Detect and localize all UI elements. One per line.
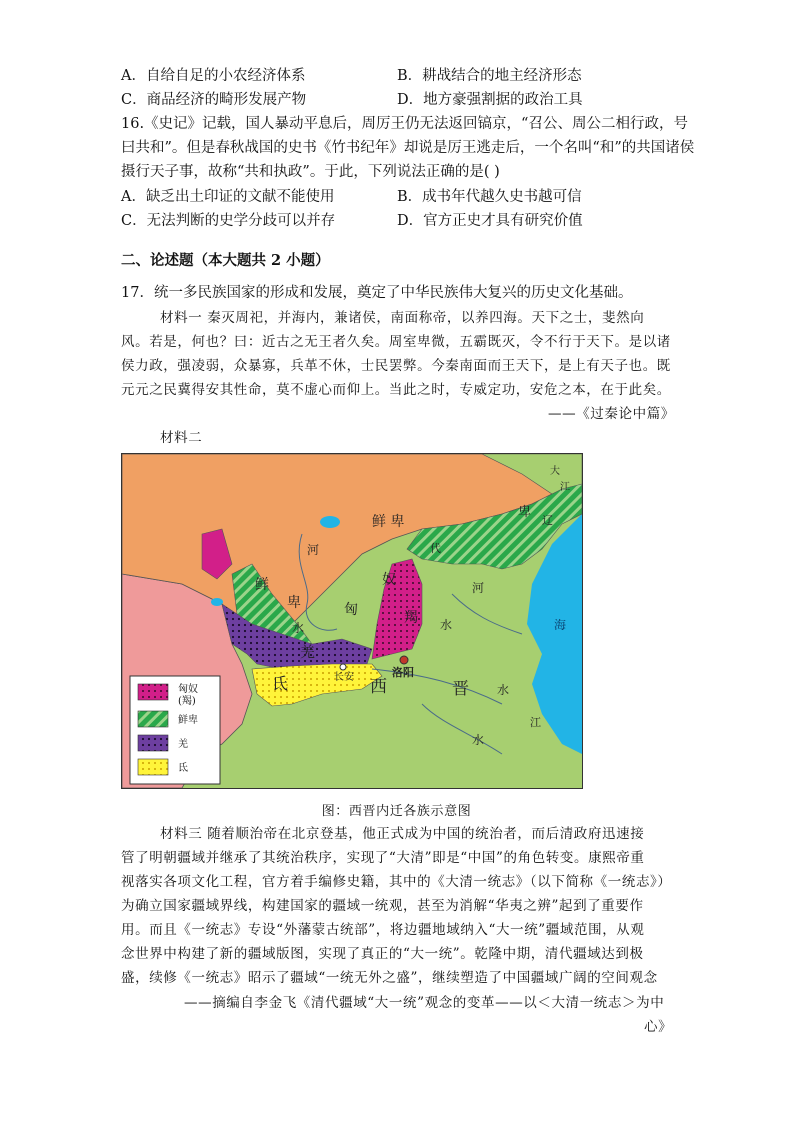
- section-title: 二、论述题（本大题共 2 小题）: [121, 252, 330, 269]
- q16-stem-line1: 16.《史记》记载，国人暴动平息后，周厉王仍无法返回镐京，“召公、周公二相行政，号: [121, 116, 688, 132]
- q17-stem: 17．统一多民族国家的形成和发展，奠定了中华民族伟大复兴的历史文化基础。: [121, 285, 633, 301]
- label-di: 氐: [272, 674, 289, 693]
- q17-material1-line4: 元元之民冀得安其性命，莫不虚心而仰上。当此之时，专威定功，安危之本，在于此矣。: [121, 382, 671, 398]
- legend-label-qiang: 羌: [178, 739, 188, 750]
- label-liao-jiang: 江: [560, 482, 570, 493]
- label-xiongnu-mid: 匈: [344, 602, 358, 618]
- legend-swatch-xiongnu: [138, 684, 168, 700]
- label-xianbei-right: 卑: [518, 505, 532, 520]
- label-nu: 奴: [382, 572, 396, 588]
- q15-option-a: A．自给自足的小农经济体系: [121, 68, 306, 84]
- label-hai: 海: [554, 618, 567, 632]
- legend-label-di: 氐: [178, 763, 188, 774]
- label-da-jiang: 大: [550, 466, 560, 477]
- map-svg: [122, 454, 582, 788]
- q17-material3-line2: 管了明朝疆域并继承了其统治秩序，实现了“大清”即是“中国”的角色转变。康熙帝重: [121, 850, 645, 866]
- q17-material3-line1: 材料三 随着顺治帝在北京登基，他正式成为中国的统治者，而后清政府迅速接: [160, 826, 645, 842]
- changan-marker: [340, 664, 346, 670]
- label-liao-he: 辽: [542, 514, 553, 527]
- map-legend: [130, 676, 220, 784]
- q16-stem-line3: 摄行天子事，故称“共和执政”。于此，下列说法正确的是( ): [121, 164, 500, 180]
- legend-label-xiongnu-sub: (羯): [178, 696, 196, 707]
- q17-material1-line1: 材料一 秦灭周祀，并海内，兼诸侯，南面称帝，以养四海。天下之士，斐然向: [160, 310, 645, 326]
- legend-label-xianbei: 鲜卑: [178, 715, 198, 726]
- label-he2: 河: [472, 581, 485, 595]
- map-caption: 图：西晋内迁各族示意图: [321, 804, 472, 819]
- q15-option-c: C．商品经济的畸形发展产物: [121, 92, 307, 108]
- q16-option-a: A．缺乏出土印证的文献不能使用: [121, 189, 335, 205]
- q17-material1-source: ——《过秦论中篇》: [548, 406, 675, 422]
- q15-option-b: B．耕战结合的地主经济形态: [397, 68, 582, 84]
- q17-material3-line7: 盛，续修《一统志》昭示了疆域“一统无外之盛”，继续塑造了中国疆域广阔的空间观念: [121, 970, 658, 986]
- q16-option-b: B．成书年代越久史书越可信: [397, 189, 582, 205]
- q17-material3-source-end: 心》: [644, 1019, 673, 1035]
- western-jin-migration-map: [121, 453, 583, 789]
- luoyang-marker: [400, 656, 408, 664]
- q17-material2-label: 材料二: [160, 430, 203, 446]
- label-shui3: 水: [497, 683, 510, 697]
- legend-label-xiongnu: 匈奴: [178, 684, 198, 695]
- q16-option-d: D．官方正史才具有研究价值: [397, 213, 583, 229]
- label-qiang: 羌: [300, 643, 316, 661]
- lake-west: [211, 598, 223, 606]
- label-dai: 代: [430, 542, 441, 555]
- label-bei-left: 卑: [287, 595, 301, 611]
- legend-swatch-qiang: [138, 735, 168, 751]
- label-shui1: 水: [292, 621, 305, 635]
- label-jin: 晋: [452, 679, 469, 699]
- lake: [320, 516, 340, 528]
- label-changan: 长安: [334, 672, 354, 683]
- label-shui2: 水: [440, 618, 453, 632]
- label-xi: 西: [370, 677, 387, 697]
- q17-material1-line3: 侯力政，强凌弱，众暴寡，兵革不休，士民罢弊。今秦南面而王天下，是上有天子也。既: [121, 358, 671, 374]
- q15-option-d: D．地方豪强割据的政治工具: [397, 92, 583, 108]
- label-jiang-e: 江: [530, 716, 541, 729]
- label-jie: 羯: [404, 610, 418, 626]
- legend-swatch-xianbei: [138, 711, 168, 727]
- q17-material3-line3: 视落实各项文化工程，官方着手编修史籍，其中的《大清一统志》（以下简称《一统志》）: [121, 874, 672, 890]
- legend-swatch-di: [138, 759, 168, 775]
- q17-material3-line5: 用。而且《一统志》专设“外藩蒙古统部”，将边疆地域纳入“大一统”疆域范围，从观: [121, 922, 645, 938]
- label-shui4: 水: [472, 733, 485, 747]
- label-he1: 河: [307, 543, 320, 557]
- label-xianbei-top: 鲜 卑: [372, 514, 405, 530]
- q17-material3-line4: 为确立国家疆域界线，构建国家的疆域一统观，甚至为消解“华夷之辨”起到了重要作: [121, 898, 644, 914]
- q17-material1-line2: 风。若是，何也？曰：近古之无王者久矣。周室卑微，五霸既灭，令不行于天下。是以诸: [121, 334, 671, 350]
- q16-option-c: C．无法判断的史学分歧可以并存: [121, 213, 336, 229]
- label-xianbei-left: 鲜: [255, 577, 269, 593]
- q17-material3-source: ——摘编自李金飞《清代疆域“大一统”观念的变革——以＜大清一统志＞为中: [184, 995, 665, 1011]
- q16-stem-line2: 曰共和”。但是春秋战国的史书《竹书纪年》却说是厉王逃走后，一个名叫“和”的共国诸侯: [121, 140, 695, 156]
- label-luoyang: 洛阳: [392, 666, 414, 679]
- q17-material3-line6: 念世界中构建了新的疆域版图，实现了真正的“大一统”。乾隆中期，清代疆域达到极: [121, 946, 644, 962]
